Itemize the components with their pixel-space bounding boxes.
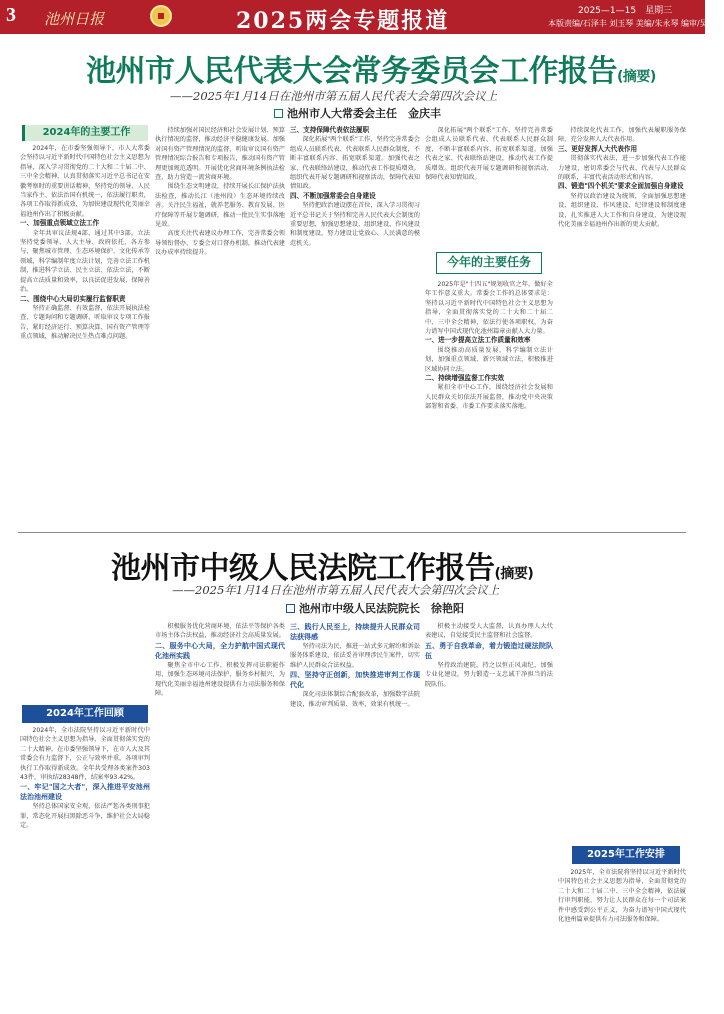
- editor-credits: 本版责编/石泽丰 刘玉琴 美编/朱永琴 编审/吴兰红: [548, 19, 724, 28]
- article2-paragraph: 积极主动接受人大监督，认真办理人大代表建议，自觉接受民主监督和社会监督。: [425, 623, 553, 640]
- article2-subtitle: ——2025年1月14日在池州市第五届人民代表大会第四次会议上: [172, 583, 500, 597]
- article1-title-text: 池州市人民代表大会常务委员会工作报告: [86, 54, 617, 89]
- article1-paragraph: 坚持把政治建设摆在首位，深入学习贯彻习近平总书记关于坚持和完善人民代表大会制度的重要思想，加强思想建设、组织建设、作风建设和制度建设，努力建设让党放心、人民满意的模范机关。: [290, 202, 420, 247]
- article2-subheading: 三、践行人民至上，持续提升人民群众司法获得感: [290, 623, 420, 641]
- article2-title: [111, 543, 533, 587]
- article1-paragraph: 持续深化代表工作，加强代表履职服务保障，充分发挥人大代表作用。: [558, 127, 686, 144]
- article2-paragraph: 坚持总体国家安全观，依法严惩各类刑事犯罪，常态化开展扫黑除恶斗争，维护社会大局稳定。: [20, 803, 150, 830]
- article1-abridged-tag: (摘要): [617, 69, 656, 85]
- article2-column-3: [290, 622, 420, 1008]
- national-emblem-icon: [150, 5, 172, 27]
- article-divider: [18, 532, 686, 533]
- article2-author: [286, 600, 464, 616]
- article2-column-5: [558, 868, 686, 1008]
- article2-abridged-tag: (摘要): [494, 566, 534, 582]
- article1-paragraph: 高度关注代表建议办理工作，完善常委会领导领衔督办、专委会对口督办机制，推动代表建议办成率持续提升。: [155, 230, 285, 257]
- square-bullet-icon: [286, 604, 295, 613]
- article2-column-5-top: [558, 622, 686, 840]
- article2-paragraph: 聚焦全市中心工作，积极发挥司法职能作用，加强生态环境司法保护，服务乡村振兴，为现代化美丽幸福池州建设提供有力司法服务和保障。: [155, 661, 285, 698]
- article2-subheading: 二、服务中心大局，全力护航中国式现代化池州实践: [155, 641, 285, 660]
- article2-paragraph: 2025年，全市法院将坚持以习近平新时代中国特色社会主义思想为指导，全面贯彻党的二十大和二十届二中、三中全会精神，依法履行审判职能，努力让人民群众在每一个司法案件中感受到公平正义，为奋力谱写中国式现代化池州篇章提供有力司法服务和保障。: [558, 869, 686, 924]
- article2-paragraph: 坚持政治建院，持之以恒正风肃纪，加强专业化建设，努力锻造一支忠诚干净担当的法院队伍。: [425, 661, 553, 688]
- article1-author: [274, 105, 441, 121]
- article2-title-text: 池州市中级人民法院工作报告: [111, 551, 495, 586]
- article2-column-1: [20, 726, 150, 1008]
- article1-paragraph: 围绕推动高质量发展，科学编制立法计划，加强重点领域、新兴领域立法，积极推进区域协同立法。: [425, 346, 553, 373]
- square-bullet-icon: [274, 109, 283, 118]
- article2-subheading: 五、勇于自我革命，着力锻造过硬法院队伍: [425, 641, 553, 660]
- article1-subheading: 三、更好发挥人大代表作用: [558, 144, 638, 153]
- article1-title: [86, 46, 656, 90]
- article1-column-1: [20, 144, 150, 526]
- article1-subheading: 四、不断加强常委会自身建设: [290, 191, 376, 200]
- issue-date: 2025—1—15 星期三: [578, 6, 673, 16]
- article1-paragraph: 紧扣全市中心工作，围绕经济社会发展和人民群众关切依法开展监督，推动党中央决策部署和省委、市委工作要求落实落地。: [425, 384, 553, 411]
- section-title: 2025两会专题报道: [236, 8, 450, 34]
- article1-subheading: 二、持续增强监督工作实效: [425, 374, 505, 383]
- page-header-banner: [0, 0, 724, 34]
- article1-column-2: [155, 126, 285, 526]
- article1-subheading: 二、围绕中心大局切实履行监督职责: [20, 294, 126, 303]
- article2-column-2: [155, 622, 285, 1008]
- article1-subheading: 四、锻造"四个机关"要求全面加强自身建设: [558, 182, 684, 191]
- article1-paragraph: 2025年是"十四五"规划收官之年，做好全年工作意义重大。常委会工作的总体要求是：坚持以习近平新时代中国特色社会主义思想为指导，全面贯彻落实党的二十大和二十届二中、三中全会精神，依法行使各项职权，为奋力谱写中国式现代化池州篇章贡献人大力量。: [425, 281, 553, 336]
- article1-paragraph: 2024年，在市委坚强领导下，市人大常委会坚持以习近平新时代中国特色社会主义思想为指导，深入学习贯彻党的二十大和二十届二中、三中全会精神，认真贯彻落实习近平总书记在安徽考察时的重要讲话精神，坚持党的领导、人民当家作主、依法治国有机统一，依法履行职责，各项工作取得新成效，为加快建设现代化美丽幸福池州作出了积极贡献。: [20, 145, 150, 218]
- article1-paragraph: 贯彻落实代表法，进一步加强代表工作能力建设，密切常委会与代表、代表与人民群众的联系，丰富代表活动形式和内容。: [558, 155, 686, 182]
- article2-section-plan: 2025年工作安排: [572, 846, 680, 864]
- article1-column-4: [425, 280, 553, 526]
- article2-subheading: 四、坚持守正创新，加快推进审判工作现代化: [290, 671, 420, 690]
- article1-paragraph: 深化拓展"两个联系"工作，坚持完善常委会组成人员联系代表、代表联系人民群众制度，不断丰富联系内容、拓宽联系渠道。加强代表之家、代表联络站建设，推动代表工作提质增效。组织代表开展专题调研和视察活动，保障代表知情知政。: [290, 136, 420, 191]
- article2-paragraph: 2024年，全市法院坚持以习近平新时代中国特色社会主义思想为指导，全面贯彻落实党的二十大精神，在市委坚强领导下，在市人大及其常委会有力监督下，公正与效率并重，各项审判执行工作取得新成效。全年共受理各类案件30343件，审执结28348件，结案率93.42%。: [20, 727, 150, 782]
- article1-subheading: 三、支持保障代表依法履职: [290, 126, 370, 134]
- newspaper-name: 池州日报: [44, 10, 105, 28]
- article2-column-4: [425, 622, 553, 1008]
- article1-section-next-tasks: 今年的主要任务: [436, 252, 542, 274]
- article2-author-text: 池州市中级人民法院院长 徐艳阳: [299, 602, 464, 615]
- article1-subheading: 一、加强重点领域立法工作: [20, 219, 100, 228]
- page-number: 3: [6, 4, 16, 26]
- article1-section-main-work: 2024年的主要工作: [22, 125, 148, 141]
- article1-subheading: 一、进一步提高立法工作质量和效率: [425, 336, 531, 345]
- article2-column-1-top: [20, 622, 150, 702]
- article1-column-5: [558, 126, 686, 526]
- article1-subtitle: ——2025年1月14日在池州市第五届人民代表大会第四次会议上: [170, 89, 498, 103]
- article1-paragraph: 持续加强对国民经济和社会发展计划、预算执行情况的监督，推动经济平稳健康发展。加强对国有资产管理情况的监督，听取审议国有资产管理情况综合报告和专项报告，推动国有资产管理更加规范透明。开展优化营商环境条例执法检查，助力营造一流营商环境。: [155, 127, 285, 182]
- article1-paragraph: 深化拓展"两个联系"工作，坚持完善常委会组成人员联系代表、代表联系人民群众制度，不断丰富联系内容、拓宽联系渠道。加强代表之家、代表联络站建设，推动代表工作提质增效。组织代表开展专题调研和视察活动，保障代表知情知政。: [425, 127, 553, 182]
- article2-paragraph: 深化司法体制综合配套改革，加强数字法院建设，推动审判质量、效率、效果有机统一。: [290, 691, 420, 708]
- article2-subheading: 一、牢记"国之大者"，深入推进平安池州法治池州建设: [20, 783, 150, 802]
- article1-column-3: [290, 126, 420, 526]
- article1-paragraph: 坚持正确监督、有效监督，依法开展执法检查、专题询问和专题调研，听取审议专项工作报告，紧盯经济运行、预算决算、国有资产管理等重点领域，推动解决民生热点难点问题。: [20, 304, 150, 341]
- article1-paragraph: 坚持以政治建设为统领，全面加强思想建设、组织建设、作风建设、纪律建设和制度建设，扎实推进人大工作和自身建设，为建设现代化美丽幸福池州作出新的更大贡献。: [558, 192, 686, 229]
- article2-paragraph: 坚持司法为民，推进一站式多元解纷和诉讼服务体系建设，依法妥善审理涉民生案件，切实维护人民群众合法权益。: [290, 643, 420, 669]
- article2-section-review: 2024年工作回顾: [22, 705, 148, 723]
- article1-column-4-top: [425, 126, 553, 246]
- article1-paragraph: 全年共审议法规4部，通过其中3部。立法坚持党委领导、人大主导、政府依托、各方参与，聚焦城市管理、生态环境保护、文化传承等领域，科学编制年度立法计划，完善立法工作机制，推进科学立法、民主立法、依法立法，不断提高立法质量和效率，以良法促进发展、保障善治。: [20, 229, 150, 294]
- article2-paragraph: 积极服务优化营商环境，依法平等保护各类市场主体合法权益，推动经济社会高质量发展。: [155, 623, 285, 640]
- article1-paragraph: 围绕生态文明建设，持续开展长江保护法执法检查，推动长江（池州段）生态环境持续改善。关注民生福祉，就养老服务、教育发展、医疗保障等开展专题调研，推动一批民生实事落地见效。: [155, 183, 285, 229]
- article1-author-text: 池州市人大常委会主任 金庆丰: [287, 107, 441, 120]
